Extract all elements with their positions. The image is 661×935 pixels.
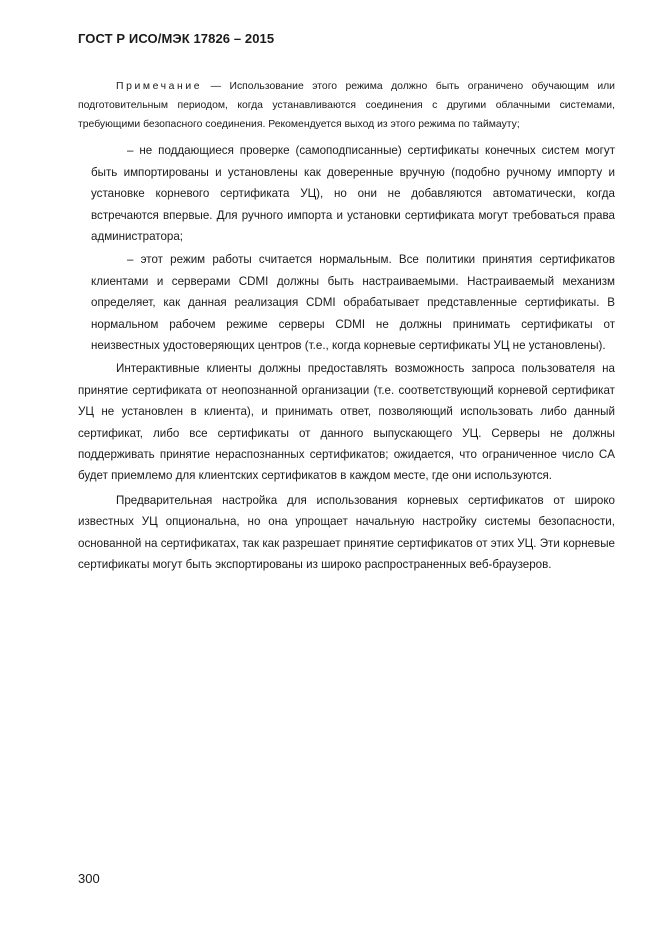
list-item: – не поддающиеся проверке (самоподписанные) сертификаты конечных систем могут быть импортированы и установлены как доверенные вручную (подобно ручному импорту и установке корневого сертификата УЦ), но они не добавляются автоматически, когда встречаются впервые. Для ручного импорта и установки сертификата могут требоваться права администратора; [91,144,615,244]
page-number: 300 [78,871,100,886]
note-paragraph [78,78,615,134]
document-body [78,78,615,579]
document-header: ГОСТ Р ИСО/МЭК 17826 – 2015 [78,31,275,46]
body-paragraph: Интерактивные клиенты должны предоставлять возможность запроса пользователя на принятие сертификата от неопознанной организации (т.е. соответствующий корневой сертификат УЦ не установлен в клиента), и принимать ответ, позволяющий использовать либо данный сертификат, либо все сертификаты от данного выпускающего УЦ. Серверы не должны поддерживать принятие нераспознанных сертификатов; ожидается, что ограниченное число CA будет приемлемо для клиентских сертификатов в каждом месте, где они используются. [78,362,615,483]
list-item: – этот режим работы считается нормальным. Все политики принятия сертификатов клиентами и серверами CDMI должны быть настраиваемыми. Настраиваемый механизм определяет, как данная реализация CDMI обрабатывает представленные сертификаты. В нормальном рабочем режиме серверы CDMI не должны принимать сертификаты от неизвестных удостоверяющих центров (т.е., когда корневые сертификаты УЦ не установлены). [91,253,615,353]
note-text: — Использование этого режима должно быть ограничено обучающим или подготовительным периодом, когда устанавливаются соединения с другими облачными системами, требующими безопасного соединения. Рекомендуется выход из этого режима по таймауту; [78,81,615,130]
note-label: Примечание [116,81,203,92]
body-paragraph: Предварительная настройка для использования корневых сертификатов от широко известных УЦ опциональна, но она упрощает начальную настройку системы безопасности, основанной на сертификатах, так как разрешает принятие сертификатов от этих УЦ. Эти корневые сертификаты могут быть экспортированы из широко распространенных веб-браузеров. [78,493,615,572]
